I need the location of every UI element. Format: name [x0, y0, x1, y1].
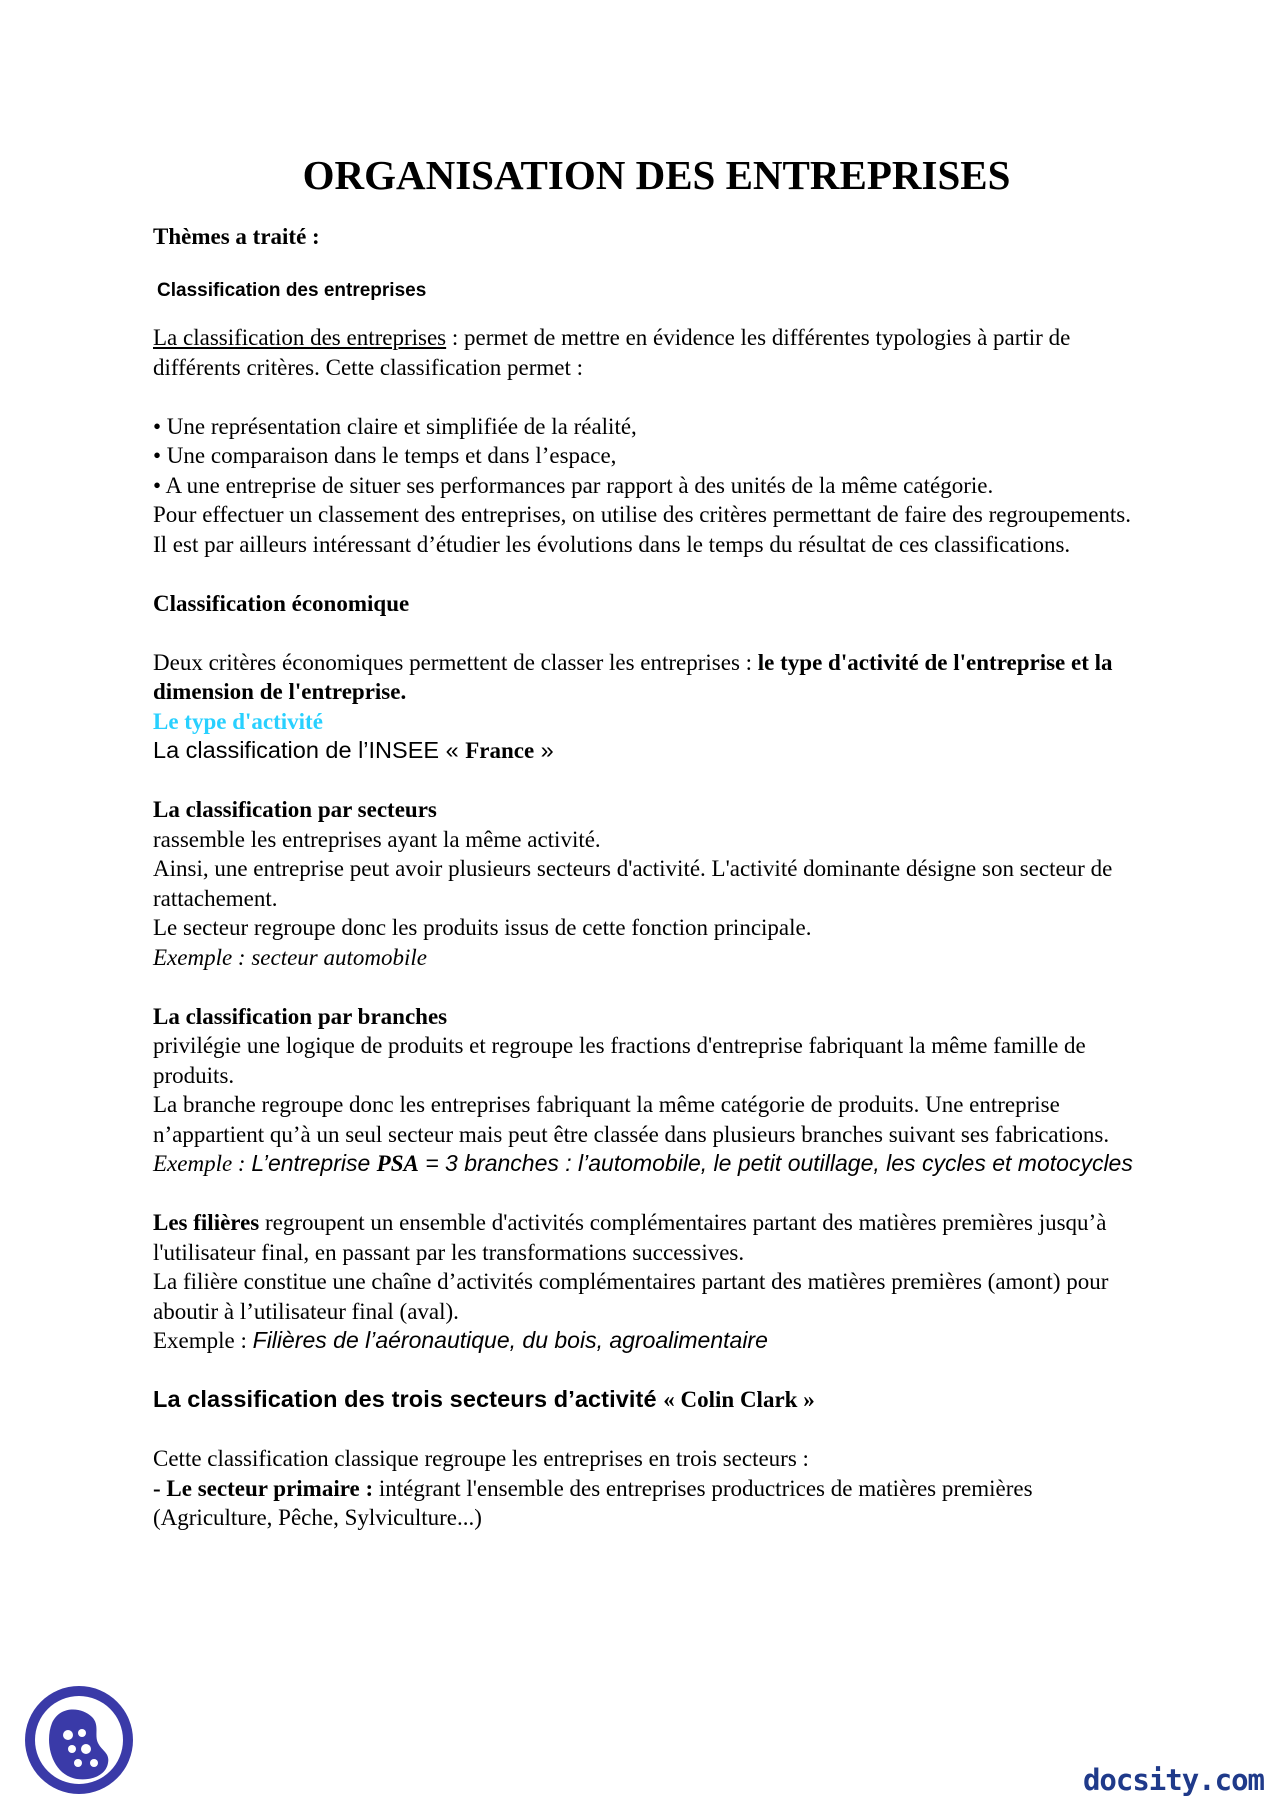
- branches-ex-psa: PSA: [376, 1151, 419, 1176]
- section-heading: Classification des entreprises: [157, 279, 427, 301]
- classement-paragraph: Pour effectuer un classement des entreprises, on utilise des critères permettant de faire des regroupements. Il est par ailleurs intéressant d’étudier les évolutions dans le temps du résultat de ces classifications.: [153, 502, 1131, 557]
- type-activite-heading: Le type d'activité: [153, 708, 323, 734]
- insee-heading: [153, 736, 1133, 766]
- primaire-text: intégrant l'ensemble des entreprises productrices de matières premières (Agriculture, Pêche, Sylviculture...): [153, 1475, 1033, 1530]
- branches-example: [153, 1149, 1133, 1179]
- eco-text: Deux critères économiques permettent de classer les entreprises :: [153, 649, 758, 675]
- eco-bold: le type d'activité de l'entreprise et la dimension de l'entreprise.: [153, 649, 1113, 704]
- filieres-example: [153, 1326, 1133, 1356]
- insee-text: La classification de l’INSEE «: [153, 737, 466, 763]
- filieres-ex-text: Filières de l’aéronautique, du bois, agroalimentaire: [252, 1327, 768, 1353]
- secteurs-line: Ainsi, une entreprise peut avoir plusieurs secteurs d'activité. L'activité dominante désigne son secteur de rattachement.: [153, 856, 1113, 911]
- secteurs-line: rassemble les entreprises ayant la même activité.: [153, 826, 601, 852]
- insee-bold: France: [465, 738, 535, 763]
- intro-text: : permet de mettre en évidence les différentes typologies à partir de différents critères. Cette classification permet :: [153, 325, 1071, 380]
- clark-heading: [153, 1385, 1133, 1415]
- themes-label: Thèmes a traité :: [153, 224, 320, 249]
- branches-line: La branche regroupe donc les entreprises fabriquant la même catégorie de produits. Une entreprise n’appartient qu’à un seul secteur mais peut être classée dans plusieurs branches suivant ses fabrications.: [153, 1092, 1110, 1147]
- branches-ex-b: = 3 branches : l’automobile, le petit outillage, les cycles et motocycles: [418, 1150, 1133, 1176]
- secteurs-example: Exemple : secteur automobile: [153, 944, 427, 970]
- secteurs-heading: La classification par secteurs: [153, 797, 437, 822]
- filieres-paragraph: [153, 1208, 1133, 1267]
- branches-ex-a: L’entreprise: [251, 1150, 377, 1176]
- secteurs-line: Le secteur regroupe donc les produits issus de cette fonction principale.: [153, 915, 812, 940]
- branches-ex-label: Exemple :: [153, 1151, 252, 1176]
- eco-heading: Classification économique: [153, 590, 410, 616]
- filieres-line: La filière constitue une chaîne d’activités complémentaires partant des matières premières (amont) pour aboutir à l’utilisateur final (aval).: [153, 1269, 1109, 1324]
- document-body: [153, 150, 1133, 1533]
- clark-text: La classification des trois secteurs d’activité: [153, 1386, 664, 1412]
- branches-heading: La classification par branches: [153, 1003, 448, 1029]
- page-title: ORGANISATION DES ENTREPRISES: [302, 152, 1011, 198]
- eco-paragraph: [153, 648, 1133, 707]
- insee-end: »: [534, 737, 554, 763]
- bullet-item: • Une comparaison dans le temps et dans l’espace,: [153, 443, 617, 468]
- trois-primaire: [153, 1474, 1133, 1533]
- trois-intro: Cette classification classique regroupe les entreprises en trois secteurs :: [153, 1446, 809, 1471]
- branches-line: privilégie une logique de produits et regroupe les fractions d'entreprise fabriquant la même famille de produits.: [153, 1033, 1086, 1088]
- intro-term: La classification des entreprises: [153, 325, 447, 350]
- docsity-logo-icon: [22, 1683, 137, 1798]
- primaire-bold: - Le secteur primaire :: [153, 1475, 374, 1501]
- bullet-item: • Une représentation claire et simplifiée de la réalité,: [153, 413, 637, 439]
- filieres-l1: regroupent un ensemble d'activités complémentaires partant des matières premières jusqu’à l'utilisateur final, en passant par les transformations successives.: [153, 1210, 1107, 1265]
- filieres-bold: Les filières: [153, 1210, 260, 1235]
- filieres-ex-label: Exemple :: [153, 1328, 253, 1353]
- clark-bold: « Colin Clark »: [663, 1387, 815, 1412]
- bullet-item: • A une entreprise de situer ses performances par rapport à des unités de la même catégorie.: [153, 472, 994, 498]
- brand-watermark[interactable]: docsity.com: [1082, 1763, 1264, 1797]
- intro-paragraph: [153, 323, 1133, 382]
